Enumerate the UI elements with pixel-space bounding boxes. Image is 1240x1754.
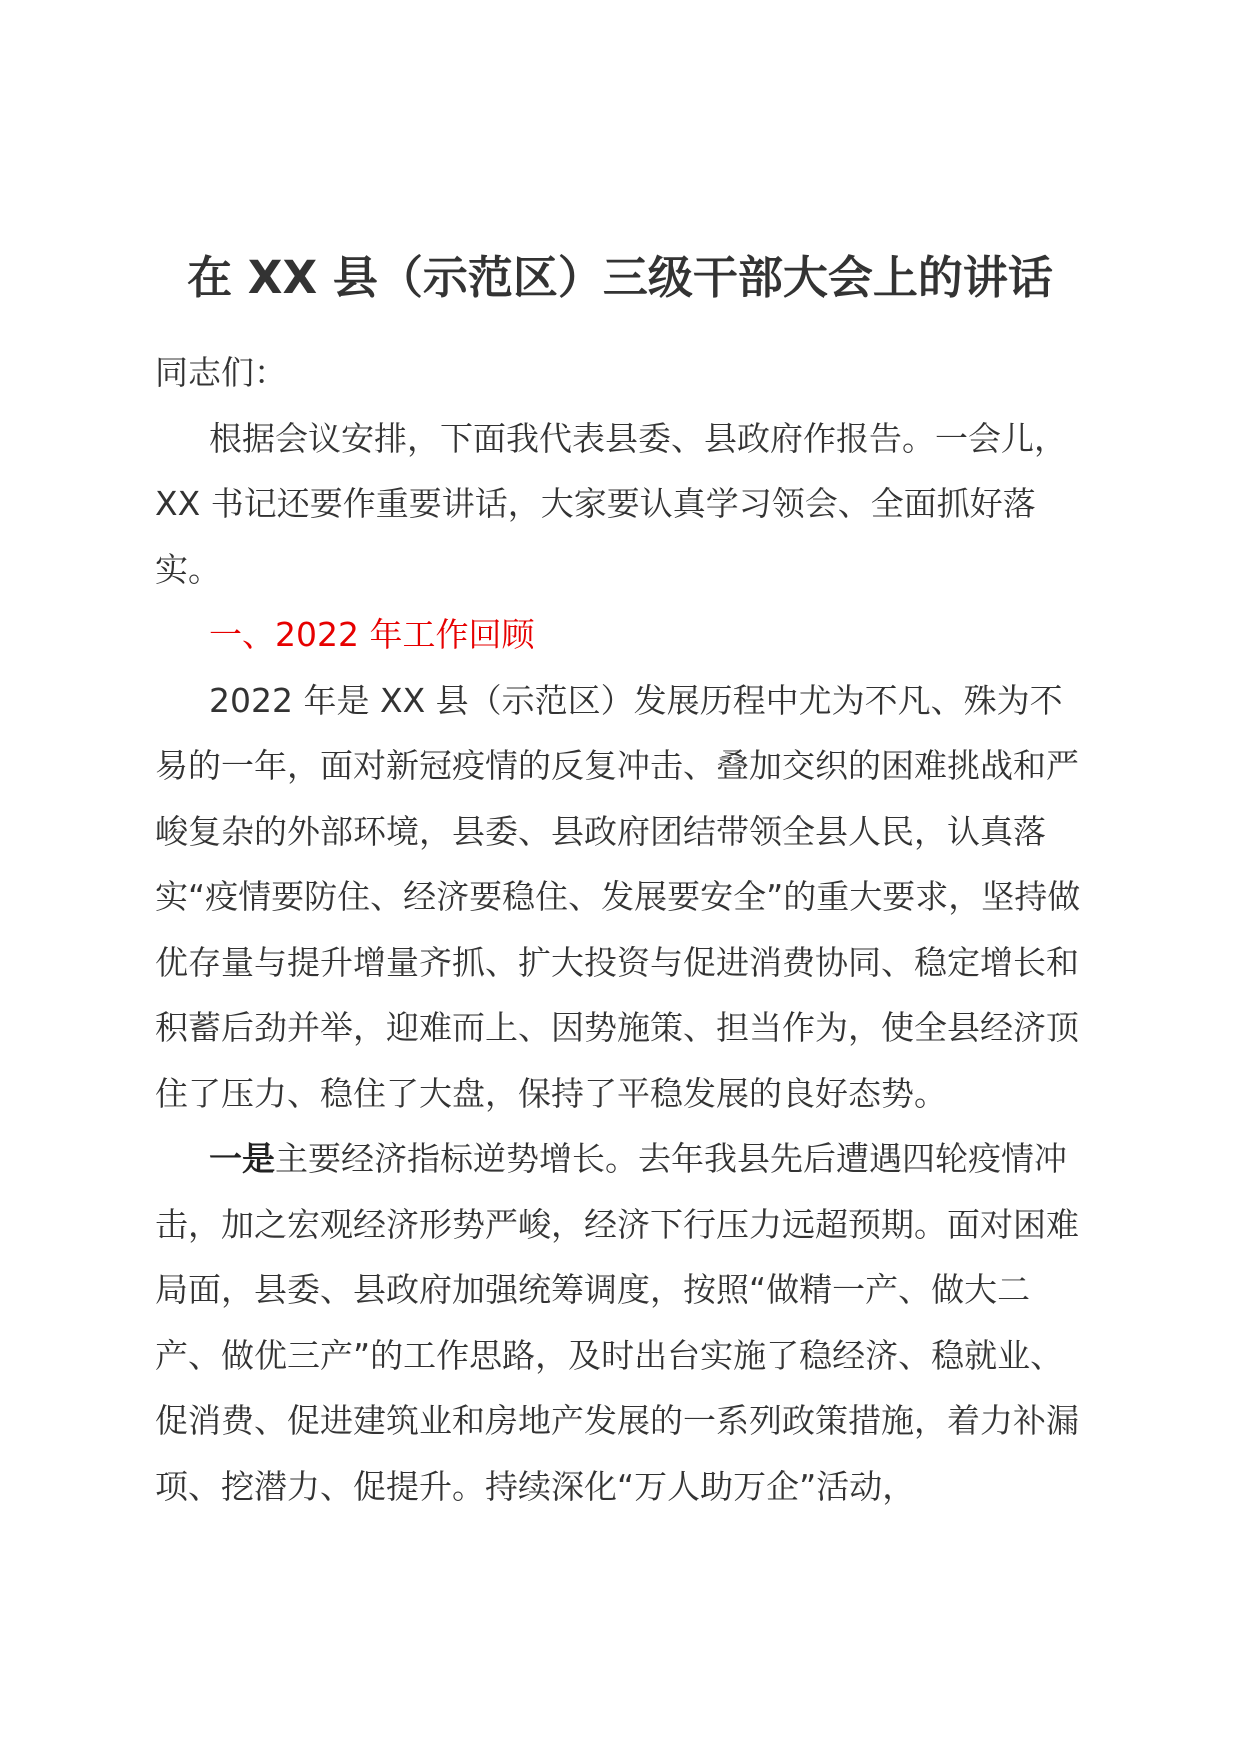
document-body xyxy=(155,340,1095,1519)
document-title: 在 XX 县（示范区）三级干部大会上的讲话 xyxy=(187,251,1053,304)
review-paragraph-1: 2022 年是 XX 县（示范区）发展历程中尤为不凡、殊为不易的一年，面对新冠疫情的反复冲击、叠加交织的困难挑战和严峻复杂的外部环境，县委、县政府团结带领全县人民，认真落实“疫情要防住、经济要稳住、发展要安全”的重大要求，坚持做优存量与提升增量齐抓、扩大投资与促进消费协同、稳定增长和积蓄后劲并举，迎难而上、因势施策、担当作为，使全县经济顶住了压力、稳住了大盘，保持了平稳发展的良好态势。 xyxy=(155,680,1081,1113)
paragraph-lead-bold: 一是 xyxy=(209,1139,275,1178)
greeting: 同志们： xyxy=(155,353,287,392)
review-paragraph-2-text: 主要经济指标逆势增长。去年我县先后遭遇四轮疫情冲击，加之宏观经济形势严峻，经济下行压力远超预期。面对困难局面，县委、县政府加强统筹调度，按照“做精一产、做大二产、做优三产”的工作思路，及时出台实施了稳经济、稳就业、促消费、促进建筑业和房地产发展的一系列政策措施，着力补漏项、挖潜力、促提升。持续深化“万人助万企”活动， xyxy=(155,1139,1079,1506)
review-paragraph-2 xyxy=(155,1126,1095,1519)
intro-paragraph: 根据会议安排，下面我代表县委、县政府作报告。一会儿，XX 书记还要作重要讲话，大家要认真学习领会、全面抓好落实。 xyxy=(155,418,1067,589)
section-heading-review: 一、2022 年工作回顾 xyxy=(209,615,535,654)
